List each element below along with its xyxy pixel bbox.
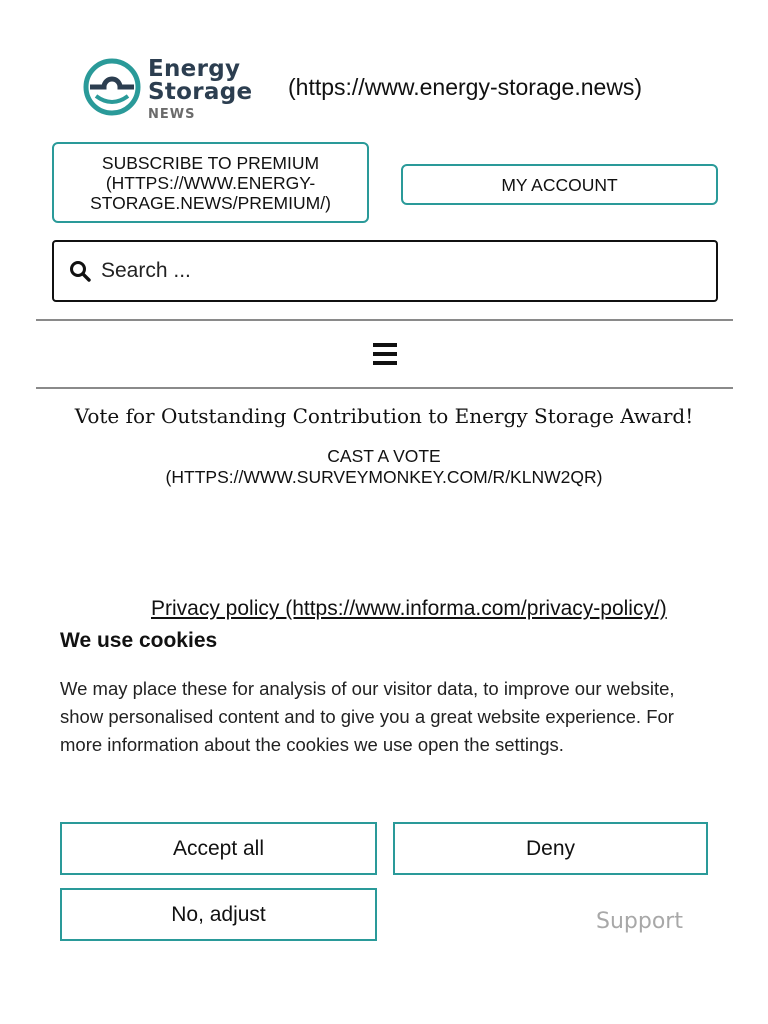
site-logo[interactable] [82, 54, 252, 128]
my-account-button[interactable]: MY ACCOUNT [401, 164, 718, 205]
cast-vote-link[interactable] [0, 446, 768, 488]
hamburger-icon[interactable] [372, 341, 398, 367]
adjust-button[interactable]: No, adjust [60, 888, 377, 941]
support-link[interactable]: Support [596, 909, 683, 934]
energy-storage-logo-icon [82, 56, 142, 118]
cast-vote-label: CAST A VOTE [327, 446, 441, 466]
nav-divider-bottom [36, 387, 733, 389]
cast-vote-url: (HTTPS://WWW.SURVEYMONKEY.COM/R/KLNW2QR) [165, 467, 603, 487]
nav-divider-top [36, 319, 733, 321]
accept-all-button[interactable]: Accept all [60, 822, 377, 875]
subscribe-premium-button[interactable]: SUBSCRIBE TO PREMIUM (HTTPS://WWW.ENERGY-STORAGE.NEWS/PREMIUM/) [52, 142, 369, 223]
logo-line-1: Energy [148, 56, 241, 82]
logo-wordmark [148, 54, 252, 121]
search-input[interactable] [99, 258, 663, 284]
deny-button[interactable]: Deny [393, 822, 708, 875]
logo-line-3: NEWS [148, 107, 196, 122]
logo-line-2: Storage [148, 79, 253, 105]
search-box[interactable] [52, 240, 718, 302]
banner-title: Vote for Outstanding Contribution to Energy Storage Award! [74, 404, 694, 428]
logo-link-url[interactable]: (https://www.energy-storage.news) [288, 74, 643, 100]
cookie-banner-title: We use cookies [60, 629, 218, 652]
search-icon [69, 260, 91, 282]
privacy-policy-link[interactable]: Privacy policy (https://www.informa.com/privacy-policy/) [151, 597, 667, 620]
cookie-banner-text: We may place these for analysis of our visitor data, to improve our website, show personalised content and to give you a great website experience. For more information about the cookies we use open the settings. [60, 678, 675, 755]
